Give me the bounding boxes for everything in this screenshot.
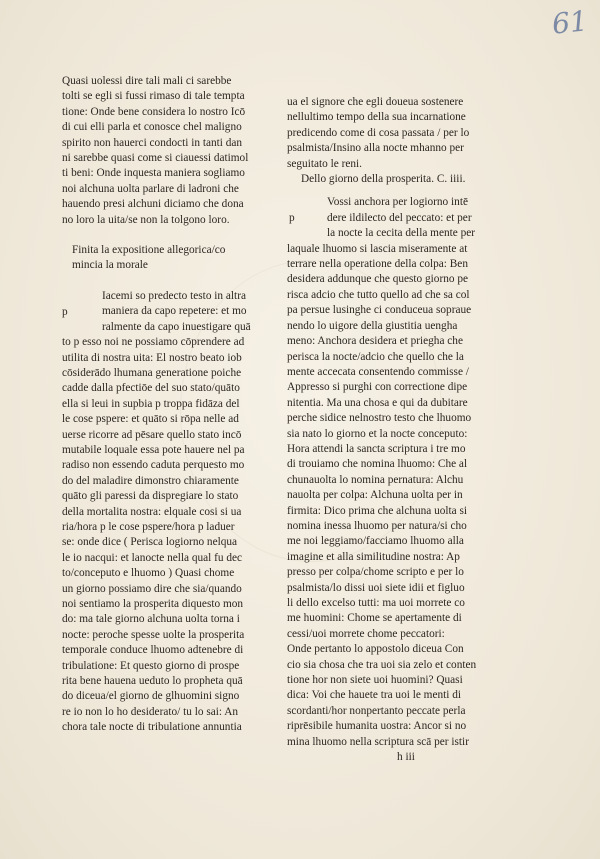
text-line: tione hor non siete uoi huomini? Quasi: [287, 674, 463, 687]
text-line: mente accecata consentendo commisse /: [287, 365, 469, 378]
text-line: tione: Onde bene considera lo nostro Icō: [62, 105, 246, 118]
text-line: cessi/uoi morrete chome peccatori:: [287, 627, 445, 640]
text-line: radiso non essendo caduta perquesto mo: [62, 459, 245, 472]
text-line: dica: Voi che hauete tra uoi le menti di: [287, 689, 462, 702]
text-line: la nocte la cecita della mente per: [327, 227, 476, 240]
text-line: dere ildilecto del peccato: et per: [327, 211, 472, 224]
text-line: tribulatione: Et questo giorno di prospe: [62, 659, 240, 672]
text-line: Hora attendi la sancta scriptura i tre mo: [287, 442, 466, 455]
text-line: do del maladire dimonstro chiaramente: [62, 474, 239, 487]
text-line: della mortalita nostra: elquale cosi si ua: [62, 505, 242, 518]
text-line: nauolta per colpa: Alchuna uolta per in: [287, 489, 463, 502]
text-line: di trouiamo che nomina lhuomo: Che al: [287, 458, 468, 471]
text-line: Quasi uolessi dire tali mali ci sarebbe: [62, 75, 232, 87]
text-line: presso per colpa/chome scripto e per lo: [287, 566, 464, 579]
text-line: nomina inessa lhuomo per natura/si cho: [287, 519, 467, 532]
left-column: [62, 74, 272, 736]
text-line: desidera addunque che questo giorno pe: [287, 273, 469, 286]
text-line: risca adcio che tutto quello ad che sa col: [287, 288, 470, 301]
text-line: firmita: Dico prima che alchuna uolta si: [287, 504, 468, 517]
text-line: hauendo presi alchuni diciamo che dona: [62, 198, 244, 211]
text-line: pa persue lusinghe ci conduceua sopraue: [287, 304, 472, 317]
text-line: perche sidice nelnostro testo che lhuomo: [287, 412, 472, 425]
text-line: cōsiderādo lhumana generatione poiche: [62, 366, 242, 379]
text-line: utilita di nostra uita: El nostro beato iob: [62, 351, 242, 364]
text-line: do diceua/el giorno de glhuomini signo: [62, 690, 240, 703]
text-line: le io nacqui: et lanocte nella qual fu dec: [62, 551, 243, 564]
text-line: temporale conduce lhuomo adtenebre di: [62, 644, 244, 657]
text-line: li dello excelso tutti: ma uoi morrete co: [287, 597, 465, 609]
text-line: spirito non hauerci condocti in tanti dan: [62, 136, 243, 149]
text-line: mutabile loquale essa pote hauere nel pa: [62, 443, 245, 456]
text-line: psalmista/lo dissi uoi siete idii et figluo: [287, 581, 465, 594]
text-line: nitentia. Ma una chosa e qui da dubitare: [287, 396, 468, 409]
text-line: ua el signore che egli doueua sostenere: [287, 96, 464, 108]
left-section-heading: [62, 243, 272, 274]
text-line: di cui elli parla et conosce chel maligno: [62, 121, 242, 134]
text-line: ti beni: Onde inquesta maniera sogliamo: [62, 167, 245, 180]
text-line: meno: Anchora desidera et priegha che: [287, 335, 463, 348]
text-line: seguitato le reni.: [287, 157, 362, 170]
text-line: rita bene hauena ueduto lo propheta quā: [62, 675, 243, 688]
text-line: maniera da capo repetere: et mo: [102, 305, 247, 318]
text-line: se: onde dice ( Perisca logiorno nelqua: [62, 536, 238, 549]
text-line: to p esso noi ne possiamo cōprendere ad: [62, 336, 245, 349]
text-line: uerse ricorre ad pēsare quello stato incō: [62, 428, 242, 441]
text-line: quāto gli paressi da dispregiare lo stato: [62, 490, 239, 503]
right-column: [287, 95, 495, 765]
text-line: Iacemi so predecto testo in altra: [102, 289, 246, 302]
left-paragraph-1: [62, 74, 272, 228]
text-line: ria/hora p le cose pspere/hora p laduer: [62, 520, 235, 533]
text-line: nocte: peroche spesse uolte la prosperita: [62, 628, 245, 641]
text-line: imagine et alla similitudine nostra: Ap: [287, 550, 460, 563]
text-line: le cose pspere: et quāto si rōpa nelle ad: [62, 413, 239, 426]
text-line: Vossi anchora per logiorno intē: [327, 196, 468, 209]
text-line: nellultimo tempo della sua incarnatione: [287, 111, 466, 124]
right-paragraph-1: [287, 95, 495, 172]
chapter-heading: Dello giorno della prosperita. C. iiii.: [301, 173, 466, 186]
text-line: tolti se egli si fussi rimaso di tale tempta: [62, 90, 245, 103]
text-line: re io non lo ho desiderato/ tu lo sai: An: [62, 705, 239, 718]
right-paragraph-2: [287, 195, 495, 750]
text-line: ralmente da capo inuestigare quā: [102, 320, 251, 333]
text-line: mina lhuomo nella scriptura scā per istir: [287, 735, 469, 748]
text-line: chunauolta lo nomina pernatura: Alchu: [287, 473, 464, 486]
text-line: riprēsibile humanita uostra: Ancor si no: [287, 720, 467, 733]
text-line: ella si leui in supbia p troppa fidāza del: [62, 397, 240, 410]
text-line: nendo lo uigore della giustitia uengha: [287, 319, 458, 332]
text-line: Onde pertanto lo appostolo diceua Con: [287, 643, 464, 656]
heading-line: mincia la morale: [72, 259, 148, 272]
text-line: me noi leggiamo/facciamo lhuomo alla: [287, 535, 464, 548]
text-line: no loro la uita/se non la tolgono loro.: [62, 213, 230, 226]
text-line: noi sentiamo la prosperita diquesto mon: [62, 598, 244, 610]
text-line: psalmista/Insino alla nocte mhanno per: [287, 142, 464, 155]
text-line: ni sarebbe quasi come si ciauessi datimol: [62, 152, 249, 165]
text-line: un giorno possiamo dire che sia/quando: [62, 582, 242, 595]
text-line: chora tale nocte di tribulatione annuntia: [62, 721, 242, 734]
text-line: terrare nella operatione della colpa: Ben: [287, 258, 468, 271]
text-line: predicendo come di cosa passata / per lo: [287, 126, 470, 139]
heading-line: Finita la expositione allegorica/co: [72, 244, 226, 257]
text-line: to/conceputo e lhuomo ) Quasi chome: [62, 567, 235, 580]
guide-letter: p: [289, 212, 295, 225]
text-line: cadde dalla pfectiōe del suo stato/quāto: [62, 382, 240, 395]
folio-number: 61: [550, 4, 590, 41]
text-line: scordanti/hor nonpertanto peccate perla: [287, 704, 466, 717]
guide-letter: p: [62, 305, 68, 318]
text-line: cio sia chosa che tra uoi sia zelo et conten: [287, 658, 477, 671]
text-line: perisca la nocte/adcio che quello che la: [287, 350, 464, 363]
text-line: do: ma tale giorno alchuna uolta torna i: [62, 613, 240, 626]
text-line: noi alchuna uolta parlare di ladroni che: [62, 182, 239, 195]
signature-mark: h iii: [397, 751, 415, 764]
text-line: sia nato lo giorno et la nocte conceputo:: [287, 427, 468, 440]
left-paragraph-2: [62, 289, 272, 736]
text-line: laquale lhuomo si lascia miseramente at: [287, 242, 468, 255]
text-line: Appresso si purghi con correctione dipe: [287, 381, 468, 394]
text-line: me huomini: Chome se apertamente di: [287, 612, 462, 625]
